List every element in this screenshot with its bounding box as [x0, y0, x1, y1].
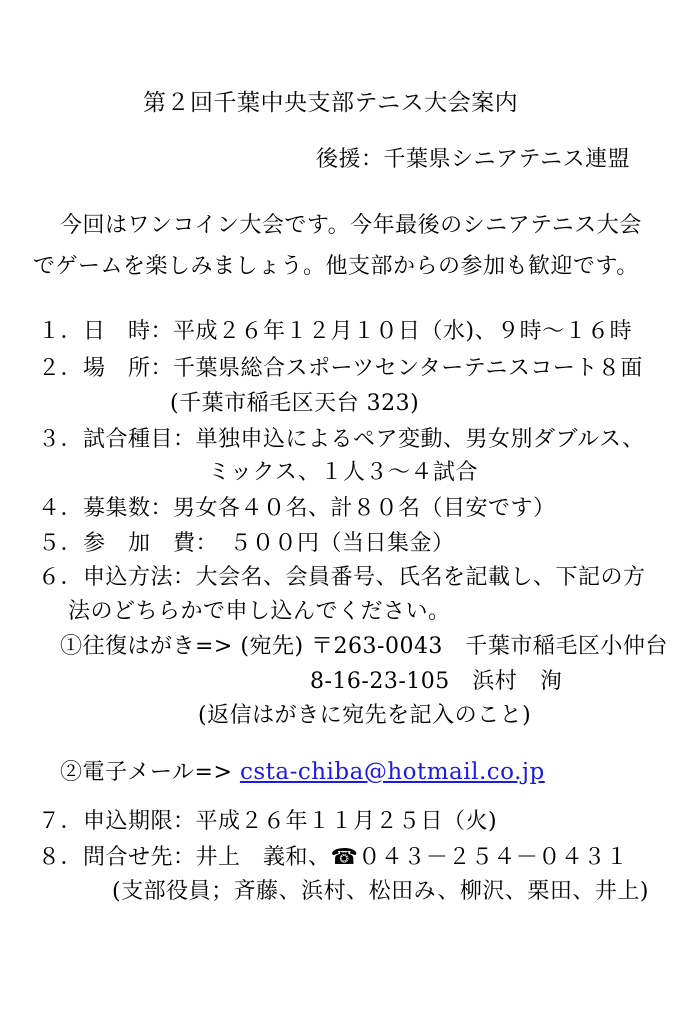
email-line — [60, 759, 545, 786]
postcard-line: ①往復はがき=> (宛先) 〒263-0043 千葉市稲毛区小仲台 — [60, 634, 668, 659]
item-fee: ５．参 加 費： ５００円（当日集金） — [38, 531, 455, 556]
item-apply: ６．申込方法：大会名、会員番号、氏名を記載し、下記の方 — [38, 565, 646, 590]
postcard-note: (返信はがきに宛先を記入のこと) — [198, 703, 532, 728]
item-place: ２．場 所：千葉県総合スポーツセンターテニスコート８面 — [38, 356, 643, 381]
phone-icon: ☎ — [330, 845, 359, 870]
email-label: ②電子メール=> — [60, 760, 233, 785]
item-date: １．日 時：平成２６年１２月１０日（水)、９時～１６時 — [38, 319, 633, 344]
item-contact — [38, 845, 628, 871]
item-place-address: (千葉市稲毛区天台 323) — [170, 391, 420, 416]
item-events: ３．試合種目：単独申込によるペア変動、男女別ダブルス、 — [38, 427, 645, 452]
contact-phone: ０４３－２５４－０４３１ — [358, 845, 629, 870]
doc-title: 第２回千葉中央支部テニス大会案内 — [143, 90, 519, 116]
item-officers: (支部役員；斉藤、浜村、松田み、柳沢、栗田、井上) — [112, 879, 649, 904]
item-deadline: ７．申込期限：平成２６年１１月２５日（火) — [38, 809, 498, 834]
postcard-address-cont: 8-16-23-105 浜村 洵 — [310, 669, 563, 694]
email-link[interactable]: csta-chiba@hotmail.co.jp — [239, 759, 545, 785]
sponsor-line: 後援：千葉県シニアテニス連盟 — [316, 147, 631, 172]
item-apply-cont: 法のどちらかで申し込んでください。 — [68, 599, 451, 624]
item-events-cont: ミックス、１人３～４試合 — [208, 460, 479, 485]
contact-label: ８．問合せ先：井上 義和、 — [38, 845, 331, 870]
item-recruit: ４．募集数：男女各４０名、計８０名（目安です） — [38, 496, 556, 521]
intro-line-2: でゲームを楽しみましょう。他支部からの参加も歓迎です。 — [33, 254, 639, 279]
intro-line-1: 今回はワンコイン大会です。今年最後のシニアテニス大会 — [60, 213, 642, 238]
